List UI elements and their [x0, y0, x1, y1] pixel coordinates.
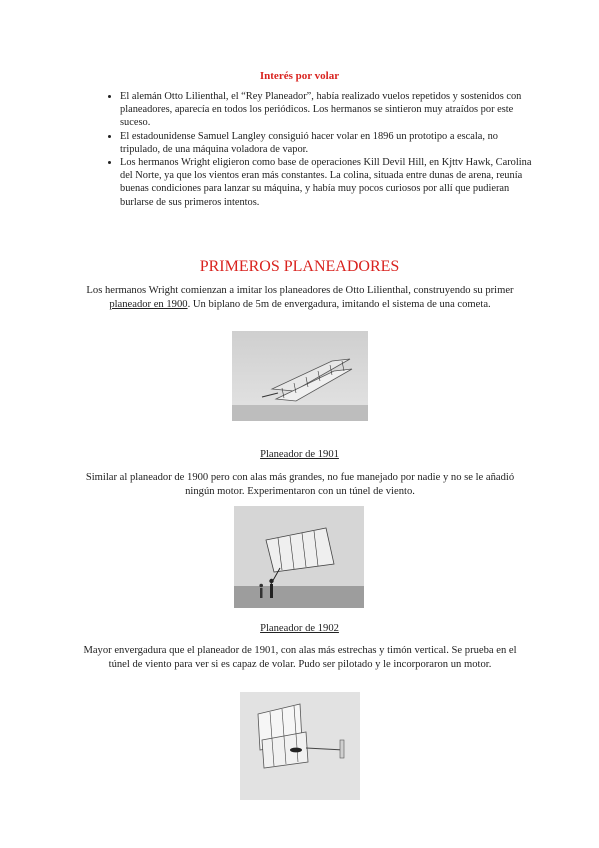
photo-glider-1901	[234, 506, 364, 608]
photo-glider-1900	[232, 331, 368, 421]
paragraph-glider-1902: Mayor envergadura que el planeador de 1901, con alas más estrechas y timón vertical. Se prueba en el túnel de viento para ver si es capaz de volar. Pudo ser pilotado y le incorporaron un motor.	[83, 645, 517, 670]
bullet-langley: • El estadounidense Samuel Langley consiguió hacer volar en 1896 un prototipo a escala, no tripulado, de una máquina voladora de vapor.	[120, 130, 540, 156]
interes-bullet-list	[100, 90, 540, 209]
intro-text-end: . Un biplano de 5m de envergadura, imitando el sistema de una cometa.	[187, 299, 491, 310]
section-title-interes: Interés por volar	[259, 70, 340, 82]
photo-glider-1902	[240, 692, 360, 800]
intro-text-start: Los hermanos Wright comienzan a imitar los planeadores de Otto Lilienthal, construyendo su primer	[86, 285, 514, 296]
heading-primeros-planeadores: PRIMEROS PLANEADORES	[199, 258, 400, 275]
paragraph-glider-1901: Similar al planeador de 1900 pero con alas más grandes, no fue manejado por nadie y no se le añadió ningún motor. Experimentaron con un túnel de viento.	[85, 472, 515, 497]
bullet-kill-devil-hill: • Los hermanos Wright eligieron como base de operaciones Kill Devil Hill, en Kjttv Hawk, Carolina del Norte, ya que los vientos eran más constantes. La colina, situada entre dunas de arena, reunía buenas condiciones para lanzar su máquina, y había muy pocos curiosos por allí que pudieran burlarse de sus primeros intentos.	[120, 156, 540, 209]
bullet-lilienthal: • El alemán Otto Lilienthal, el “Rey Planeador”, había realizado vuelos repetidos y sostenidos con planeadores, aparecía en todos los periódicos. Los hermanos se sintieron muy atraídos por este suceso.	[120, 90, 540, 130]
caption-glider-1902: Planeador de 1902	[260, 623, 339, 634]
paragraph-intro-1900	[80, 284, 520, 312]
link-planeador-1900[interactable]: planeador en 1900	[109, 299, 188, 310]
caption-glider-1901: Planeador de 1901	[260, 449, 339, 460]
